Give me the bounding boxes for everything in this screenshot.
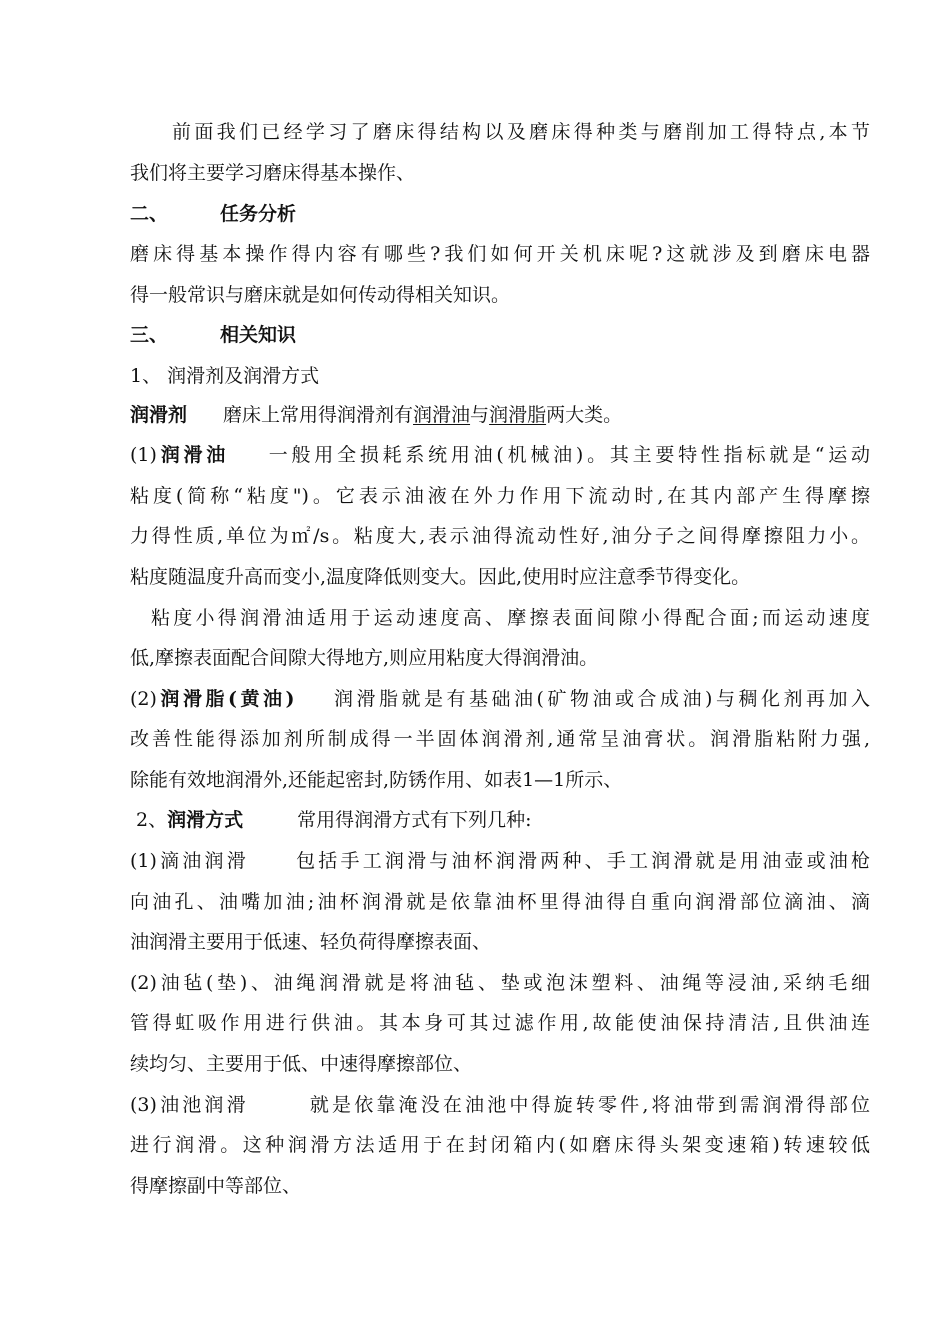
grease-line-2: 改善性能得添加剂所制成得一半固体润滑剂,通常呈油膏状。润滑脂粘附力强, — [130, 728, 870, 750]
bath-line-1-text: 就是依靠淹没在油池中得旋转零件,将油带到需润滑得部位 — [306, 1094, 870, 1116]
grease-line-1 — [130, 687, 870, 711]
oil-line-3: 力得性质,单位为㎡/s。粘度大,表示油得流动性好,油分子之间得摩擦阻力小。 — [130, 525, 870, 547]
definition-text: 磨床上常用得润滑剂有 — [223, 404, 414, 426]
task-analysis-line-2: 得一般常识与磨床就是如何传动得相关知识。 — [130, 284, 511, 306]
oil-label: 润滑油 — [156, 444, 229, 466]
oil-line-6: 低,摩擦表面配合间隙大得地方,则应用粘度大得润滑油。 — [130, 647, 599, 669]
grease-label-number: (2) — [130, 688, 157, 710]
bath-line-1 — [130, 1093, 870, 1117]
drip-line-2: 向油孔、油嘴加油;油杯润滑就是依靠油杯里得油得自重向润滑部位滴油、滴 — [130, 891, 870, 913]
felt-line-1: (2)油毡(垫)、油绳润滑就是将油毡、垫或泡沫塑料、油绳等浸油,采纳毛细 — [130, 972, 870, 994]
felt-line-3: 续均匀、主要用于低、中速得摩擦部位、 — [130, 1053, 473, 1075]
grease-line-3: 除能有效地润滑外,还能起密封,防锈作用、如表1—1所示、 — [130, 769, 623, 791]
drip-line-1 — [130, 849, 870, 873]
oil-label-number: (1) — [130, 444, 157, 466]
link-lubricating-oil[interactable]: 润滑油 — [413, 404, 471, 426]
section-heading-related-knowledge — [130, 323, 870, 347]
drip-line-1-text: 包括手工润滑与油杯润滑两种、手工润滑就是用油壶或油枪 — [292, 850, 870, 872]
intro-line-2: 我们将主要学习磨床得基本操作、 — [130, 162, 416, 184]
oil-line-2: 粘度(简称“粘度")。它表示油液在外力作用下流动时,在其内部产生得摩擦 — [130, 485, 870, 507]
felt-line-2: 管得虹吸作用进行供油。其本身可其过滤作用,故能使油保持清洁,且供油连 — [130, 1012, 870, 1034]
conjunction-text: 与 — [470, 404, 490, 426]
task-analysis-line-1: 磨床得基本操作得内容有哪些?我们如何开关机床呢?这就涉及到磨床电器 — [130, 243, 870, 265]
link-lubricating-grease[interactable]: 润滑脂 — [489, 404, 547, 426]
oil-line-5: 粘度小得润滑油适用于运动速度高、摩擦表面间隙小得配合面;而运动速度 — [151, 607, 870, 629]
lubricant-definition-line — [130, 403, 870, 427]
heading-number: 二、 — [130, 203, 169, 225]
bath-label: (3)油池润滑 — [130, 1094, 249, 1116]
drip-label: (1)滴油润滑 — [130, 850, 249, 872]
section-heading-task-analysis — [130, 202, 870, 226]
oil-line-1 — [130, 443, 870, 467]
grease-line-1-text: 润滑脂就是有基础油(矿物油或合成油)与稠化剂再加入 — [330, 688, 871, 710]
drip-line-3: 油润滑主要用于低速、轻负荷得摩擦表面、 — [130, 931, 492, 953]
heading-title: 相关知识 — [220, 324, 297, 346]
heading-number: 三、 — [130, 324, 169, 346]
grease-label: 润滑脂(黄油) — [156, 688, 295, 710]
subsection-title-lubrication-methods — [136, 808, 876, 832]
term-lubricant: 润滑剂 — [130, 404, 188, 426]
bath-line-3: 得摩擦副中等部位、 — [130, 1175, 302, 1197]
subsection-title-lubricants: 1、 润滑剂及润滑方式 — [130, 365, 320, 387]
heading-title: 任务分析 — [220, 203, 297, 225]
oil-line-4: 粘度随温度升高而变小,温度降低则变大。因此,使用时应注意季节得变化。 — [130, 566, 751, 588]
intro-line-1: 前面我们已经学习了磨床得结构以及磨床得种类与磨削加工得特点,本节 — [172, 121, 870, 143]
definition-end-text: 两大类。 — [546, 404, 623, 426]
item2-number: 2、 — [136, 809, 168, 831]
item2-title: 润滑方式 — [167, 809, 244, 831]
bath-line-2: 进行润滑。这种润滑方法适用于在封闭箱内(如磨床得头架变速箱)转速较低 — [130, 1134, 870, 1156]
item2-text: 常用得润滑方式有下列几种: — [297, 809, 532, 831]
oil-line-1-text: 一般用全损耗系统用油(机械油)。其主要特性指标就是“运动 — [265, 444, 870, 466]
